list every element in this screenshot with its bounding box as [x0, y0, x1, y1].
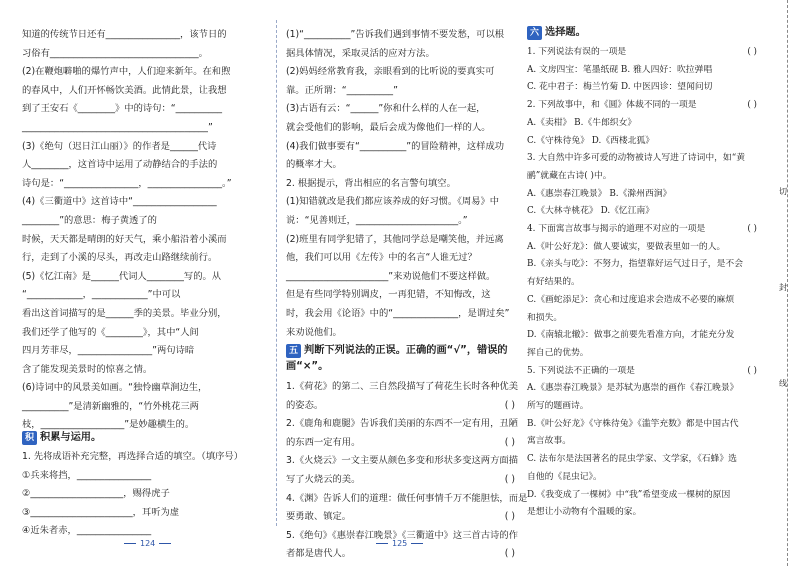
- text-line: C. 花中君子：梅兰竹菊 D. 中医四诊：望闻问切: [527, 82, 713, 93]
- answer-paren[interactable]: ( ): [504, 399, 515, 411]
- text-line: 自他的《昆虫记》。: [527, 471, 602, 482]
- cut-line-sidebar: [781, 0, 800, 566]
- section-accumulate-header: [22, 430, 101, 446]
- section-icon: 六: [527, 26, 542, 40]
- text-line: ③______________________，耳听为虚: [22, 506, 180, 518]
- text-line: “____________，____________”中可以: [22, 289, 181, 301]
- text-line: D.《南辕北辙》：做事之前要先看准方向，才能充分发: [527, 330, 735, 341]
- text-line: 1.《荷花》的第二、三自然段描写了荷花生长时各种优美: [286, 381, 518, 392]
- text-line: ______________________”来劝说他们不要这样做。: [286, 270, 496, 282]
- text-line: 的概率才大。: [286, 159, 342, 171]
- text-line: 的东西一定有用。: [286, 436, 361, 448]
- text-line: ________________________________________”: [22, 121, 213, 133]
- text-line: 是想让小动物有个温暖的家。: [527, 507, 642, 518]
- text-line: 就会受他们的影响，最后会成为像他们一样的人。: [286, 121, 491, 133]
- text-line: ④近朱者赤，________________: [22, 525, 152, 537]
- text-line: 鹂”就藏在古诗( )中。: [527, 170, 612, 181]
- text-line: C.《守株待兔》 D.《西楼北狐》: [527, 135, 655, 146]
- column-left: [22, 26, 262, 435]
- page-number-left: 124: [120, 539, 175, 548]
- column-left-bottom: [22, 448, 262, 541]
- text-line: 要勇敢、镇定。: [286, 511, 352, 523]
- cut-line: [787, 0, 788, 566]
- section-title: 选择题。: [545, 27, 586, 38]
- text-line: 枝，__________________”是妙趣横生的。: [22, 419, 195, 431]
- text-line: A.《卖柑》 B.《牛郎织女》: [527, 117, 637, 128]
- text-line: 1. 先将成语补充完整，再选择合适的填空。（填序号）: [22, 451, 244, 462]
- text-line: 1. 下列说法有误的一项是: [527, 47, 627, 57]
- text-line: 四月芳菲尽，________________”两句诗暗: [22, 345, 195, 357]
- text-line: C.《画蛇添足》：贪心和过度追求会造成不必要的麻烦: [527, 294, 735, 305]
- text-line: 所写的题画诗。: [527, 401, 589, 412]
- text-line: C.《大林寺桃花》 D.《忆江南》: [527, 206, 655, 217]
- text-line: 写了火烧云的美。: [286, 473, 361, 485]
- text-line: B.《亲头与吃》：不努力，指望靠好运气过日子，是不会: [527, 259, 743, 270]
- text-line: 但是有些同学特别调皮，一再犯错，不知悔改，这: [286, 289, 491, 301]
- text-line: 靠。正所谓：“__________”: [286, 84, 398, 96]
- text-line: 诗句是：“________________，________________。”: [22, 177, 232, 189]
- page-number-right: 125: [372, 539, 427, 548]
- answer-paren[interactable]: ( ): [504, 473, 515, 485]
- text-line: 5.《绝句》《惠崇春江晚景》《三衢道中》这三首古诗的作: [286, 529, 518, 541]
- text-line: D.《我变成了一棵树》中“我”希望变成一棵树的原因: [527, 489, 731, 500]
- text-line: 他，我们可以用《左传》中的名言“人谁无过？: [286, 252, 477, 264]
- text-line: (3)古语有云：“______”你和什么样的人在一起，: [286, 103, 486, 115]
- section-title: 判断下列说法的正误。正确的画“√”，错误的画“×”。: [286, 345, 508, 372]
- text-line: (5)《忆江南》是______代词人________写的。从: [22, 270, 222, 282]
- text-line: ________”的意思：梅子黄透了的: [22, 214, 157, 226]
- text-line: ①兵来将挡，________________: [22, 469, 152, 481]
- answer-paren[interactable]: ( ): [747, 47, 757, 57]
- text-line: A.《惠崇春江晚景》是苏轼为惠崇的画作《春江晚景》: [527, 383, 739, 394]
- text-line: 2. 下列故事中，和《圆》体裁不同的一项是: [527, 100, 697, 111]
- answer-paren[interactable]: ( ): [504, 548, 515, 560]
- text-line: 3. 大自然中许多可爱的动物被诗人写进了诗词中，如“黄: [527, 153, 746, 164]
- text-line: (6)诗词中的风景美如画。“独怜幽草涧边生，: [22, 382, 208, 394]
- text-line: 人________，这首诗中运用了动静结合的手法的: [22, 159, 218, 171]
- text-line: 4. 下面寓言故事与揭示的道理不对应的一项是: [527, 224, 706, 235]
- text-line: 2. 根据提示，背出相应的名言警句填空。: [286, 177, 456, 189]
- text-line: (1)“__________”告诉我们遇到事情不要发愁，可以根: [286, 29, 505, 40]
- text-line: 来劝说他们。: [286, 326, 342, 338]
- sidebar-char: 线: [779, 379, 787, 388]
- text-line: 2.《鹿角和鹿腿》告诉我们美丽的东西不一定有用，丑陋: [286, 418, 518, 430]
- answer-paren[interactable]: ( ): [504, 511, 515, 523]
- text-line: __________”是清新幽雅的，“竹外桃花三两: [22, 400, 199, 412]
- text-line: (2)在鞭炮噼啪的爆竹声中，人们迎来新年。在和煦: [22, 66, 231, 78]
- section-icon: 积: [22, 431, 37, 445]
- text-line: 有好结果的。: [527, 277, 580, 288]
- text-line: 的姿态。: [286, 399, 324, 411]
- text-line: 说：“见善则迁，______________________。”: [286, 214, 468, 226]
- text-line: 时候，天天都是晴朗的好天气，乘小船沿着小溪而: [22, 233, 227, 245]
- text-line: 据具体情况，采取灵活的应对方法。: [286, 47, 435, 59]
- text-line: (2)班里有同学犯错了，其他同学总是嘲笑他，并远离: [286, 233, 504, 245]
- column-middle-bottom: [286, 378, 528, 564]
- sidebar-char: 封: [779, 283, 787, 292]
- section-judge-header: [286, 343, 522, 375]
- text-line: 寓言故事。: [527, 436, 571, 447]
- section-choice-header: [527, 25, 586, 41]
- text-line: 我们还学了他写的《________》，其中“人间: [22, 326, 199, 338]
- section-title: 积累与运用。: [40, 432, 102, 443]
- text-line: 知道的传统节日还有________________，该节日的: [22, 29, 227, 40]
- text-line: 和损失。: [527, 312, 563, 323]
- answer-paren[interactable]: ( ): [504, 436, 515, 448]
- text-line: 时，我会用《论语》中的“______________，是谓过矣”: [286, 307, 510, 319]
- text-line: A.《惠崇春江晚景》 B.《滁州西涧》: [527, 188, 672, 199]
- text-line: 3.《火烧云》一文主要从颜色多变和形状多变这两方面描: [286, 455, 518, 467]
- text-line: A. 文房四宝：笔墨纸砚 B. 雅人四好：吹拉弹唱: [527, 64, 713, 75]
- answer-paren[interactable]: ( ): [747, 365, 757, 376]
- text-line: 到了王安石《________》中的诗句：“__________: [22, 103, 223, 115]
- text-line: 5. 下列说法不正确的一项是: [527, 365, 635, 376]
- section-icon: 五: [286, 344, 301, 358]
- text-line: A.《叶公好龙》：做人要诚实，要做表里如一的人。: [527, 241, 726, 252]
- text-line: B.《叶公好龙》《守株待兔》《滥竽充数》都是中国古代: [527, 418, 739, 429]
- text-line: 行，走到了小溪的尽头，再改走山路继续前行。: [22, 252, 218, 264]
- column-middle: [286, 26, 523, 342]
- text-line: C. 法布尔是法国著名的昆虫学家、文学家，《石蜂》选: [527, 454, 737, 465]
- text-line: (2)妈妈经常教育我，亲眼看到的比听说的要真实可: [286, 66, 495, 78]
- page-divider: [276, 20, 277, 526]
- text-line: 挥自己的优势。: [527, 347, 589, 358]
- text-line: 者都是唐代人。: [286, 548, 352, 560]
- text-line: 含了能发现美景时的惊喜之情。: [22, 363, 153, 375]
- text-line: 的春风中，人们开怀畅饮美酒。此情此景，让我想: [22, 84, 227, 96]
- column-right: [527, 44, 765, 522]
- text-line: ②____________________，赐得虎子: [22, 488, 170, 500]
- text-line: (4)我们做事要有“__________”的冒险精神，这样成功: [286, 140, 505, 152]
- text-line: 看出这首词描写的是______季的美景。毕业分别，: [22, 307, 227, 319]
- text-line: (3)《绝句（迟日江山丽）》的作者是______代诗: [22, 140, 217, 152]
- text-line: 4.《渊》告诉人们的道理：做任何事情千万不能胆怯，而是: [286, 492, 528, 504]
- sidebar-char: 切: [779, 187, 787, 196]
- answer-paren[interactable]: ( ): [747, 100, 757, 111]
- answer-paren[interactable]: ( ): [747, 224, 757, 235]
- text-line: 习俗有________________________________。: [22, 47, 208, 59]
- text-line: (1)知错就改是我们都应该养成的好习惯。《周易》中: [286, 196, 500, 208]
- text-line: (4)《三衢道中》这首诗中“__________________: [22, 196, 217, 208]
